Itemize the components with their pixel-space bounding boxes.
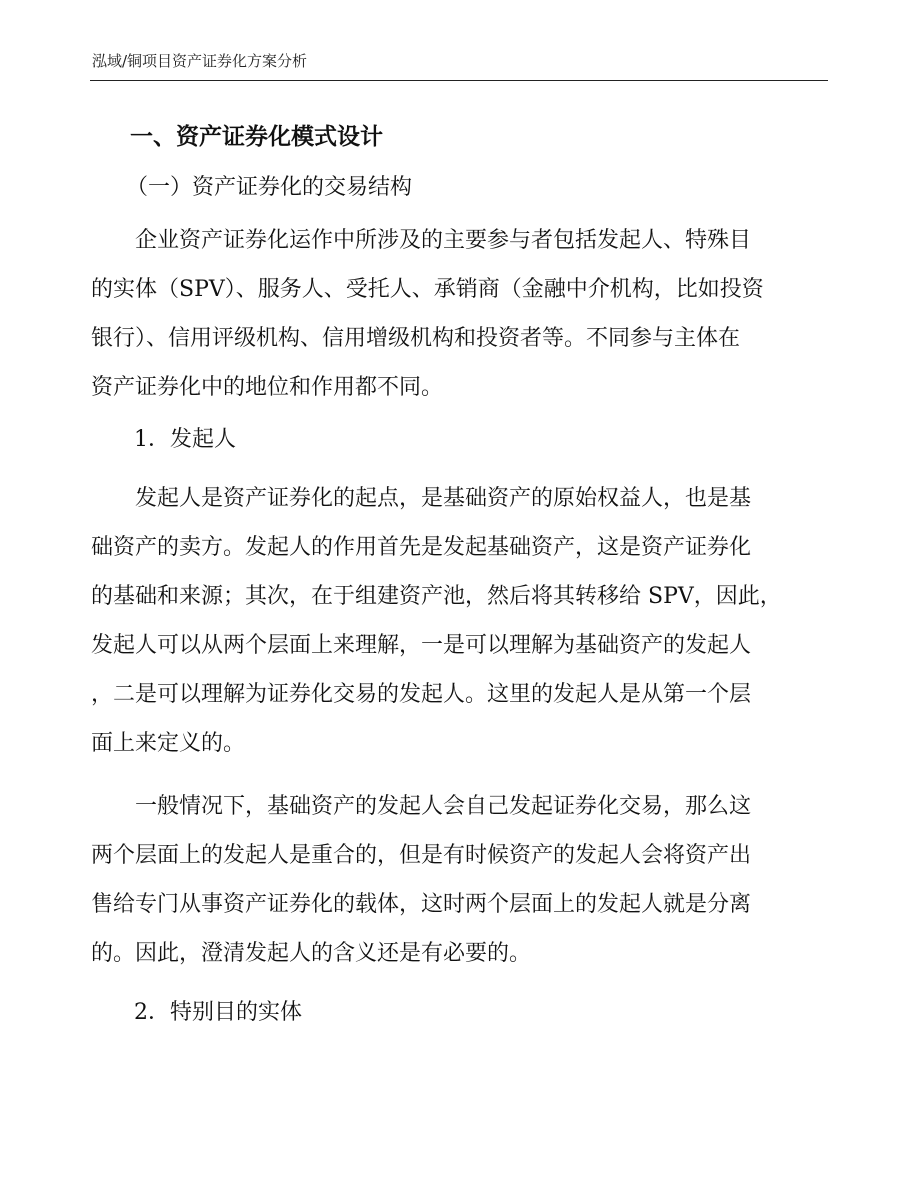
- paragraph-line: 发起人是资产证券化的起点，是基础资产的原始权益人，也是基: [135, 486, 752, 511]
- paragraph-line: 银行）、信用评级机构、信用增级机构和投资者等。不同参与主体在: [91, 326, 741, 351]
- paragraph-line: 资产证券化中的地位和作用都不同。: [91, 375, 444, 400]
- paragraph-line: 的实体（SPV）、服务人、受托人、承销商（金融中介机构，比如投资: [91, 277, 764, 302]
- paragraph-line: 两个层面上的发起人是重合的，但是有时候资产的发起人会将资产出: [91, 843, 752, 868]
- item-title-spv: 2．特别目的实体: [134, 1000, 302, 1025]
- paragraph-line: ，二是可以理解为证券化交易的发起人。这里的发起人是从第一个层: [91, 682, 752, 707]
- paragraph-originator-definition: [91, 474, 829, 768]
- paragraph-line: 面上来定义的。: [91, 731, 246, 756]
- paragraph-originator-cases: [91, 782, 829, 978]
- paragraph-line: 一般情况下，基础资产的发起人会自己发起证券化交易，那么这: [135, 794, 752, 819]
- section-title: 一、资产证券化模式设计: [130, 124, 383, 150]
- paragraph-line: 的基础和来源；其次，在于组建资产池，然后将其转移给 SPV，因此，: [91, 584, 782, 609]
- paragraph-line: 础资产的卖方。发起人的作用首先是发起基础资产，这是资产证券化: [91, 535, 752, 560]
- running-header: 泓域/铜项目资产证券化方案分析: [92, 52, 308, 70]
- paragraph-intro: [91, 216, 829, 412]
- item-title-originator: 1．发起人: [134, 427, 236, 452]
- paragraph-line: 售给专门从事资产证券化的载体，这时两个层面上的发起人就是分离: [91, 892, 752, 917]
- paragraph-line: 企业资产证券化运作中所涉及的主要参与者包括发起人、特殊目: [135, 228, 752, 253]
- header-divider: [90, 80, 828, 81]
- paragraph-line: 发起人可以从两个层面上来理解，一是可以理解为基础资产的发起人: [91, 633, 752, 658]
- subsection-title: （一）资产证券化的交易结构: [126, 175, 413, 200]
- paragraph-line: 的。因此，澄清发起人的含义还是有必要的。: [91, 941, 532, 966]
